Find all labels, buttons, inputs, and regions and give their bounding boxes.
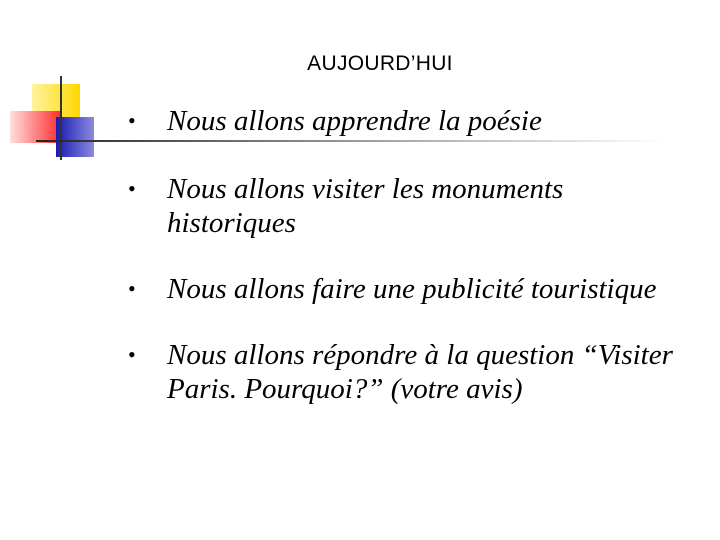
bullet-icon: • bbox=[128, 108, 136, 133]
bullet-text: Nous allons répondre à la question “Visiter Paris. Pourquoi?” (votre avis) bbox=[167, 339, 673, 405]
bullet-list bbox=[126, 104, 686, 438]
ornament-yellow-square bbox=[32, 84, 80, 126]
bullet-icon: • bbox=[128, 276, 136, 301]
bullet-icon: • bbox=[128, 342, 136, 367]
bullet-item bbox=[126, 272, 686, 306]
bullet-icon: • bbox=[128, 176, 136, 201]
bullet-item bbox=[126, 104, 686, 138]
bullet-text: Nous allons visiter les monuments historiques bbox=[167, 173, 564, 239]
ornament-blue-square bbox=[56, 117, 94, 157]
ornament-red-square bbox=[10, 111, 60, 143]
slide-title: AUJOURD’HUI bbox=[307, 52, 453, 75]
bullet-text: Nous allons apprendre la poésie bbox=[167, 105, 542, 137]
ornament-vertical-line bbox=[60, 76, 62, 160]
bullet-item bbox=[126, 338, 686, 406]
bullet-text: Nous allons faire une publicité touristique bbox=[167, 273, 657, 305]
bullet-item bbox=[126, 172, 686, 240]
